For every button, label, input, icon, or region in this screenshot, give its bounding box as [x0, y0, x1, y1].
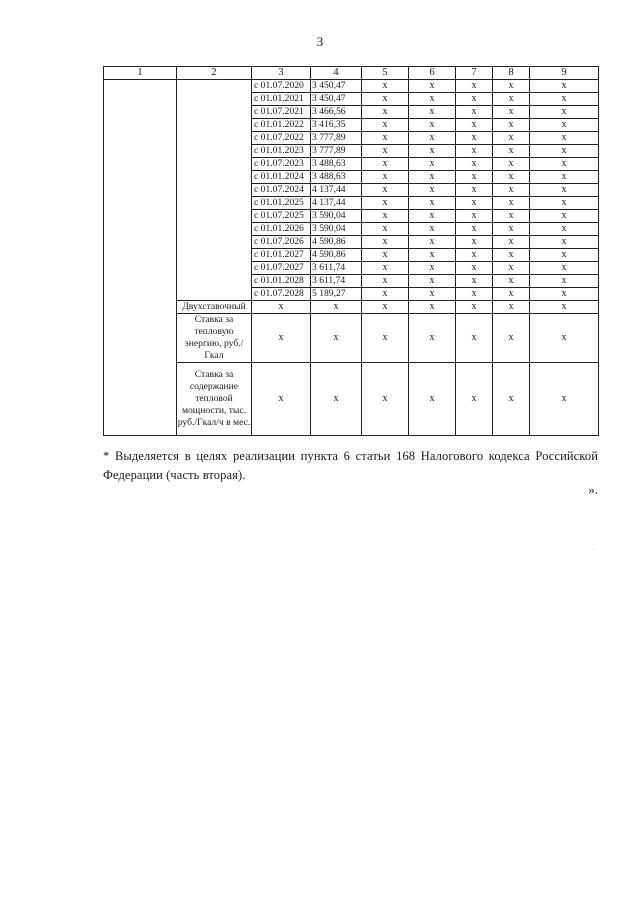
mark-cell: х	[493, 288, 530, 301]
merged-cell-col2	[177, 80, 252, 301]
tariff-value: 4 590,86	[311, 249, 362, 262]
mark-cell: х	[409, 106, 456, 119]
period-start-date: с 01.07.2021	[252, 106, 311, 119]
mark-cell: х	[456, 301, 493, 314]
mark-cell: х	[362, 363, 409, 436]
mark-cell: х	[362, 314, 409, 363]
scan-speck	[594, 549, 595, 550]
mark-cell: х	[530, 223, 599, 236]
table-row	[104, 301, 599, 314]
mark-cell: х	[409, 249, 456, 262]
mark-cell: х	[252, 301, 311, 314]
mark-cell: х	[409, 158, 456, 171]
mark-cell: х	[456, 171, 493, 184]
mark-cell: х	[530, 80, 599, 93]
header-cell: 8	[493, 67, 530, 80]
mark-cell: х	[493, 223, 530, 236]
mark-cell: х	[456, 223, 493, 236]
mark-cell: х	[493, 106, 530, 119]
mark-cell: х	[362, 262, 409, 275]
mark-cell: х	[530, 93, 599, 106]
mark-cell: х	[409, 197, 456, 210]
tariff-value: 5 189,27	[311, 288, 362, 301]
tariff-value: 3 450,47	[311, 80, 362, 93]
mark-cell: х	[362, 171, 409, 184]
mark-cell: х	[409, 236, 456, 249]
period-start-date: с 01.01.2023	[252, 145, 311, 158]
mark-cell: х	[362, 301, 409, 314]
mark-cell: х	[409, 301, 456, 314]
header-cell: 2	[177, 67, 252, 80]
mark-cell: х	[362, 197, 409, 210]
mark-cell: х	[362, 236, 409, 249]
mark-cell: х	[456, 93, 493, 106]
mark-cell: х	[252, 314, 311, 363]
mark-cell: х	[456, 106, 493, 119]
mark-cell: х	[530, 262, 599, 275]
mark-cell: х	[456, 145, 493, 158]
mark-cell: х	[456, 249, 493, 262]
period-start-date: с 01.07.2023	[252, 158, 311, 171]
mark-cell: х	[530, 106, 599, 119]
period-start-date: с 01.07.2028	[252, 288, 311, 301]
tariff-value: 3 611,74	[311, 275, 362, 288]
two-rate-label: Двухставочный	[177, 301, 252, 314]
mark-cell: х	[530, 275, 599, 288]
mark-cell: х	[409, 210, 456, 223]
tariff-value: 3 590,04	[311, 223, 362, 236]
mark-cell: х	[493, 301, 530, 314]
mark-cell: х	[530, 158, 599, 171]
mark-cell: х	[252, 363, 311, 436]
mark-cell: х	[362, 249, 409, 262]
footnote: * Выделяется в целях реализации пункта 6 статьи 168 Налогового кодекса Российской Федерации (часть вторая).	[103, 449, 598, 482]
mark-cell: х	[362, 275, 409, 288]
mark-cell: х	[409, 262, 456, 275]
tariff-value: 3 611,74	[311, 262, 362, 275]
header-cell: 9	[530, 67, 599, 80]
mark-cell: х	[530, 363, 599, 436]
mark-cell: х	[409, 171, 456, 184]
header-row	[104, 67, 599, 80]
mark-cell: х	[493, 197, 530, 210]
closing-quote: ».	[588, 482, 598, 497]
mark-cell: х	[456, 132, 493, 145]
page-number: 3	[316, 34, 324, 49]
mark-cell: х	[409, 363, 456, 436]
period-start-date: с 01.07.2026	[252, 236, 311, 249]
mark-cell: х	[493, 314, 530, 363]
tariff-value: 3 450,47	[311, 93, 362, 106]
tariff-table	[103, 66, 599, 436]
mark-cell: х	[409, 288, 456, 301]
tariff-value: 3 488,63	[311, 171, 362, 184]
mark-cell: х	[456, 119, 493, 132]
mark-cell: х	[409, 93, 456, 106]
mark-cell: х	[362, 223, 409, 236]
mark-cell: х	[362, 119, 409, 132]
mark-cell: х	[311, 314, 362, 363]
tariff-value: 4 137,44	[311, 184, 362, 197]
mark-cell: х	[362, 132, 409, 145]
mark-cell: х	[409, 223, 456, 236]
energy-rate-label: Ставка за тепловую энергию, руб./Гкал	[177, 314, 252, 363]
tariff-value: 4 590,86	[311, 236, 362, 249]
mark-cell: х	[530, 145, 599, 158]
mark-cell: х	[311, 301, 362, 314]
mark-cell: х	[409, 80, 456, 93]
mark-cell: х	[362, 145, 409, 158]
mark-cell: х	[456, 158, 493, 171]
mark-cell: х	[530, 288, 599, 301]
mark-cell: х	[456, 275, 493, 288]
mark-cell: х	[530, 301, 599, 314]
mark-cell: х	[530, 171, 599, 184]
mark-cell: х	[362, 210, 409, 223]
period-start-date: с 01.01.2025	[252, 197, 311, 210]
period-start-date: с 01.01.2027	[252, 249, 311, 262]
header-cell: 3	[252, 67, 311, 80]
table-row	[104, 80, 599, 93]
mark-cell: х	[493, 236, 530, 249]
mark-cell: х	[493, 80, 530, 93]
header-cell: 6	[409, 67, 456, 80]
mark-cell: х	[362, 80, 409, 93]
period-start-date: с 01.01.2026	[252, 223, 311, 236]
header-cell: 7	[456, 67, 493, 80]
mark-cell: х	[493, 249, 530, 262]
mark-cell: х	[456, 80, 493, 93]
period-start-date: с 01.01.2028	[252, 275, 311, 288]
mark-cell: х	[362, 93, 409, 106]
mark-cell: х	[362, 288, 409, 301]
mark-cell: х	[409, 275, 456, 288]
mark-cell: х	[456, 314, 493, 363]
mark-cell: х	[493, 119, 530, 132]
mark-cell: х	[456, 236, 493, 249]
tariff-value: 3 466,56	[311, 106, 362, 119]
mark-cell: х	[530, 314, 599, 363]
mark-cell: х	[362, 158, 409, 171]
mark-cell: х	[493, 184, 530, 197]
mark-cell: х	[409, 314, 456, 363]
mark-cell: х	[493, 171, 530, 184]
mark-cell: х	[530, 249, 599, 262]
mark-cell: х	[530, 210, 599, 223]
tariff-value: 3 488,63	[311, 158, 362, 171]
merged-cell-col1	[104, 80, 177, 436]
mark-cell: х	[493, 210, 530, 223]
mark-cell: х	[530, 184, 599, 197]
mark-cell: х	[409, 184, 456, 197]
mark-cell: х	[362, 184, 409, 197]
mark-cell: х	[456, 262, 493, 275]
mark-cell: х	[530, 119, 599, 132]
table-body	[104, 67, 599, 436]
mark-cell: х	[456, 210, 493, 223]
mark-cell: х	[493, 363, 530, 436]
mark-cell: х	[493, 158, 530, 171]
mark-cell: х	[362, 106, 409, 119]
period-start-date: с 01.01.2022	[252, 119, 311, 132]
header-cell: 1	[104, 67, 177, 80]
mark-cell: х	[493, 262, 530, 275]
table-row	[104, 314, 599, 363]
mark-cell: х	[493, 132, 530, 145]
table-row	[104, 363, 599, 436]
period-start-date: с 01.07.2020	[252, 80, 311, 93]
tariff-value: 4 137,44	[311, 197, 362, 210]
header-cell: 5	[362, 67, 409, 80]
mark-cell: х	[530, 132, 599, 145]
mark-cell: х	[456, 197, 493, 210]
capacity-rate-label: Ставка за содержание тепловой мощности, тыс. руб./Гкал/ч в мес.	[177, 363, 252, 436]
period-start-date: с 01.07.2024	[252, 184, 311, 197]
header-cell: 4	[311, 67, 362, 80]
period-start-date: с 01.01.2024	[252, 171, 311, 184]
mark-cell: х	[530, 236, 599, 249]
tariff-value: 3 416,35	[311, 119, 362, 132]
mark-cell: х	[456, 363, 493, 436]
mark-cell: х	[409, 132, 456, 145]
mark-cell: х	[456, 288, 493, 301]
tariff-value: 3 590,04	[311, 210, 362, 223]
mark-cell: х	[311, 363, 362, 436]
tariff-value: 3 777,89	[311, 132, 362, 145]
mark-cell: х	[493, 275, 530, 288]
mark-cell: х	[493, 145, 530, 158]
mark-cell: х	[409, 145, 456, 158]
period-start-date: с 01.01.2021	[252, 93, 311, 106]
mark-cell: х	[493, 93, 530, 106]
mark-cell: х	[456, 184, 493, 197]
period-start-date: с 01.07.2022	[252, 132, 311, 145]
mark-cell: х	[409, 119, 456, 132]
period-start-date: с 01.07.2027	[252, 262, 311, 275]
mark-cell: х	[530, 197, 599, 210]
period-start-date: с 01.07.2025	[252, 210, 311, 223]
tariff-value: 3 777,89	[311, 145, 362, 158]
